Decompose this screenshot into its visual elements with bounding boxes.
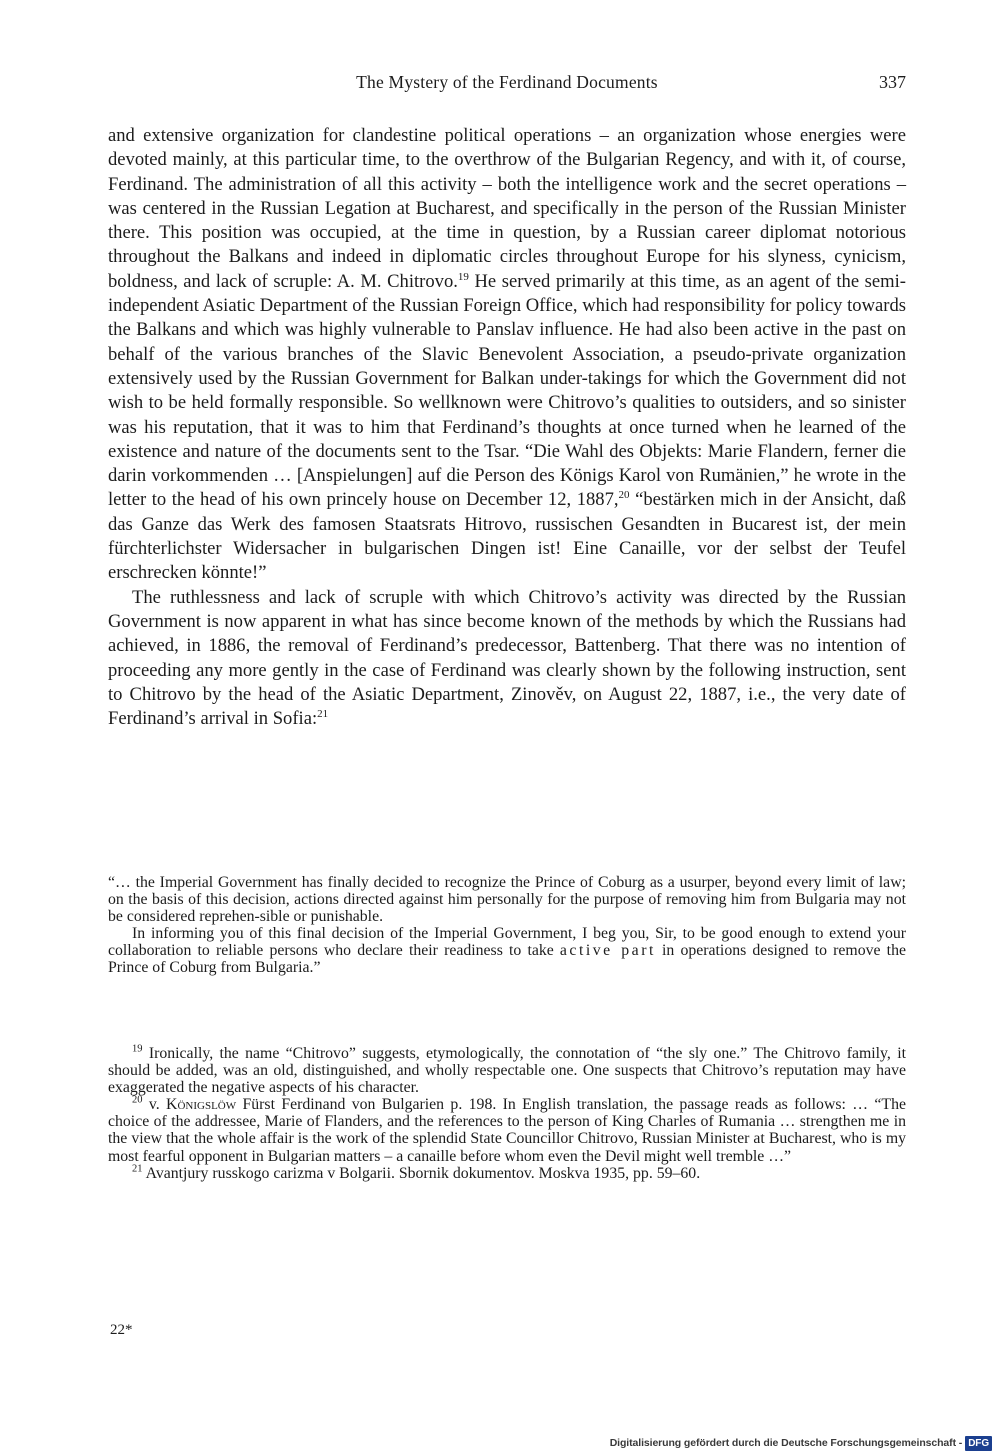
dfg-logo-icon: DFG — [965, 1436, 992, 1451]
paragraph-2 — [108, 586, 906, 732]
running-head — [108, 72, 906, 100]
paragraph-1-part-2: He served primarily at this time, as an agent of the semi-independent Asiatic Department of the Russian Foreign Office, which had responsibility for policy towards the Balkans and which was highly vulnerable to Panslav influence. He had also been active in the past on behalf of the various branches of the Slavic Benevolent Association, a pseudo-private organization extensively used by the Russian Government for Balkan under-takings for which the Government did not wish to be held formally responsible. So wellknown were Chitrovo’s qualities to outsiders, and so sinister was his reputation, that it was to him that Ferdinand’s thoughts at once turned when he learned of the existence and nature of the documents sent to the Tsar. “Die Wahl des Objekts: Marie Flandern, ferner die darin vorkommenden … [Anspielungen] auf die Person des Königs Karol von Rumänien,” he wrote in the letter to the head of his own princely house on December 12, 1887, — [108, 270, 906, 511]
paragraph-1-part-3: “bestärken mich in der Ansicht, daß das Ganze das Werk des famosen Staatsrats Hitrovo, russischen Gesandten in Bucarest ist, der mein fürchterlichster Widersacher in bulgarischen Dingen ist! Eine Canaille, vor der selbst der Teufel erschrecken könnte!” — [108, 489, 906, 584]
quote-paragraph-2 — [108, 925, 906, 976]
footnote-21 — [108, 1165, 906, 1182]
footnote-20-number: 20 — [132, 1095, 143, 1107]
quote-emphasis: active part — [559, 942, 656, 960]
signature-mark: 22* — [110, 1322, 133, 1338]
footnote-20 — [108, 1096, 906, 1164]
footnote-21-text: Avantjury russkogo carizma v Bolgarii. Sbornik dokumentov. Moskva 1935, pp. 59–60. — [142, 1164, 701, 1182]
footnote-ref-21: 21 — [317, 707, 329, 720]
block-quote — [108, 874, 906, 977]
paragraph-2-text: The ruthlessness and lack of scruple with which Chitrovo’s activity was directed by the Russian Government is now apparent in what has since become known of the methods by which the Russians had achieved, in 1886, the removal of Ferdinand’s predecessor, Battenberg. That there was no intention of proceeding any more gently in the case of Ferdinand was clearly shown by the following instruction, sent to Chitrovo by the head of the Asiatic Department, Zinověv, on August 22, 1887, i.e., the very date of Ferdinand’s arrival in Sofia: — [108, 586, 906, 730]
paragraph-1-part-1: and extensive organization for clandestine political operations – an organization whose energies were devoted mainly, at this particular time, to the overthrow of the Bulgarian Regency, and with it, of course, Ferdinand. The administration of all this activity – both the intelligence work and the secret operations – was centered in the Russian Legation at Bucharest, and specifically in the person of the Russian Minister there. This position was occupied, at the time in question, by a Russian career diplomat notorious throughout the Balkans and indeed in diplomatic circles throughout Europe for his slyness, cynicism, boldness, and lack of scruple: A. M. Chitrovo. — [108, 125, 906, 292]
paragraph-1 — [108, 124, 906, 586]
footnote-19 — [108, 1045, 906, 1096]
footnote-ref-20: 20 — [618, 489, 630, 502]
footnote-20-text: Fürst Ferdinand von Bulgarien p. 198. In English translation, the passage reads as follows: … “The choice of the addressee, Marie of Flanders, and the references to the person of King Charles of Rumania … strengthen me in the view that the whole affair is the work of the splendid State Councillor Chitrovo, Russian Minister at Bucharest, who is my most fearful opponent in Bulgarian matters – a canaille before whom even the Devil might well tremble …” — [108, 1096, 906, 1165]
footnote-20-prefix: v. — [142, 1096, 167, 1114]
footnote-21-number: 21 — [132, 1163, 143, 1175]
main-text — [108, 124, 906, 731]
quote-paragraph-1: “… the Imperial Government has finally decided to recognize the Prince of Coburg as a usurper, beyond every limit of law; on the basis of this decision, actions directed against him personally for the purpose of removing him from Bulgaria may not be considered reprehen-sible or punishable. — [108, 874, 906, 926]
digitization-credit — [610, 1434, 992, 1452]
credit-text: Digitalisierung gefördert durch die Deutsche Forschungsgemeinschaft - — [609, 1437, 963, 1449]
footnote-19-text: Ironically, the name “Chitrovo” suggests, etymologically, the connotation of “the sly one.” The Chitrovo family, it should be added, was an old, distinguished, and wholly respectable one. One suspects that Chitrovo’s reputation may have exaggerated the negative aspects of his character. — [108, 1045, 906, 1097]
quote-paragraph-2-start: In informing you of this final decision of the Imperial Government, I beg you, Sir, to be good enough to extend your collaboration to reliable persons who declare their readiness to take — [108, 925, 906, 960]
footnote-19-number: 19 — [132, 1043, 143, 1055]
quote-paragraph-2-end: in operations designed to remove the Prince of Coburg from Bulgaria.” — [108, 942, 906, 977]
running-title: The Mystery of the Ferdinand Documents — [356, 72, 658, 92]
footnote-ref-19: 19 — [457, 270, 469, 283]
footnotes — [108, 1045, 906, 1182]
page-number: 337 — [879, 72, 906, 92]
footnote-20-author: Königslöw — [166, 1096, 237, 1114]
